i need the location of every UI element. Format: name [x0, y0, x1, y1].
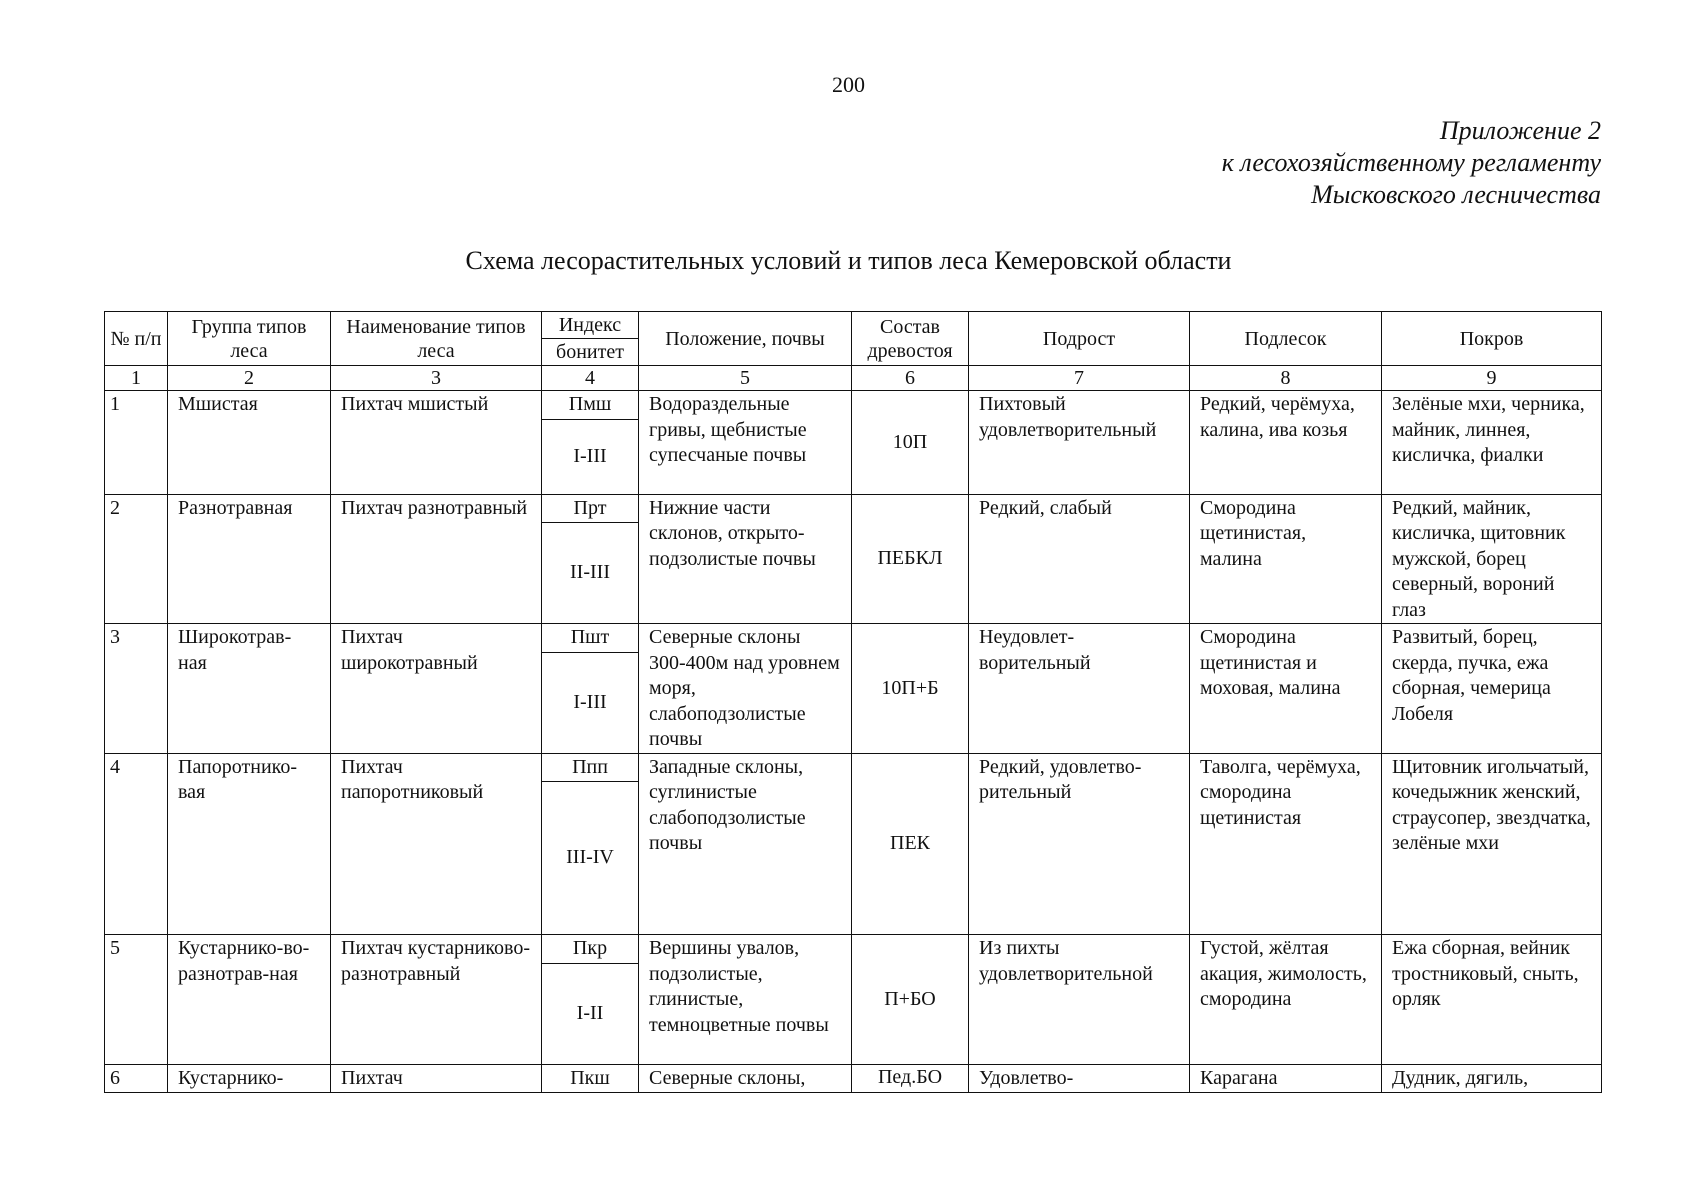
cell-cover: Дудник, дягиль,: [1382, 1064, 1602, 1093]
column-number: 3: [331, 366, 542, 391]
column-number: 6: [852, 366, 969, 391]
header-num: № п/п: [105, 312, 168, 366]
header-name: Наименование типов леса: [331, 312, 542, 366]
cell-undergrowth: Редкий, удовлетво-рительный: [969, 753, 1190, 935]
cell-group: Кустарнико-во-разнотрав-ная: [168, 935, 331, 1065]
cell-index: Пмш: [542, 391, 639, 420]
table-row: [105, 753, 1602, 782]
cell-group: Кустарнико-: [168, 1064, 331, 1093]
column-number: 9: [1382, 366, 1602, 391]
cell-name: Пихтач широкотравный: [331, 624, 542, 754]
cell-undergrowth: Редкий, слабый: [969, 494, 1190, 624]
column-number: 2: [168, 366, 331, 391]
cell-bonitet: III-IV: [542, 782, 639, 935]
cell-undergrowth: Неудовлет-ворительный: [969, 624, 1190, 754]
cell-bonitet: I-III: [542, 419, 639, 494]
cell-num: 2: [105, 494, 168, 624]
column-number: 4: [542, 366, 639, 391]
cell-num: 4: [105, 753, 168, 935]
cell-position: Северные склоны 300-400м над уровнем моря, слабоподзолистые почвы: [639, 624, 852, 754]
document-title: Схема лесорастительных условий и типов леса Кемеровской области: [465, 246, 1232, 275]
cell-index: Прт: [542, 494, 639, 523]
cell-index: Ппп: [542, 753, 639, 782]
column-number: 5: [639, 366, 852, 391]
cell-position: Нижние части склонов, открыто-подзолистые почвы: [639, 494, 852, 624]
cell-num: 6: [105, 1064, 168, 1093]
cell-undergrowth: Удовлетво-: [969, 1064, 1190, 1093]
cell-name: Пихтач папоротниковый: [331, 753, 542, 935]
cell-composition: ПЕК: [852, 753, 969, 935]
cell-group: Широкотрав-ная: [168, 624, 331, 754]
column-number: 7: [969, 366, 1190, 391]
table-row: [105, 494, 1602, 523]
cell-underbrush: Смородина щетинистая, малина: [1190, 494, 1382, 624]
header-composition: Состав древостоя: [852, 312, 969, 366]
cell-cover: Щитовник игольчатый, кочедыжник женский, страусопер, звездчатка, зелёные мхи: [1382, 753, 1602, 935]
table-row: [105, 391, 1602, 420]
header-undergrowth: Подрост: [969, 312, 1190, 366]
appendix-line-1: Приложение 2: [1439, 116, 1601, 145]
cell-bonitet: I-II: [542, 963, 639, 1064]
cell-position: Водораздельные гривы, щебнистые супесчаные почвы: [639, 391, 852, 495]
cell-composition: Пед.БО: [852, 1064, 969, 1093]
cell-position: Вершины увалов, подзолистые, глинистые, темноцветные почвы: [639, 935, 852, 1065]
column-numbers-row: [105, 366, 1602, 391]
table-row: [105, 624, 1602, 653]
cell-composition: 10П: [852, 391, 969, 495]
cell-num: 1: [105, 391, 168, 495]
cell-underbrush: Таволга, черёмуха, смородина щетинистая: [1190, 753, 1382, 935]
cell-cover: Редкий, майник, кисличка, щитовник мужской, борец северный, вороний глаз: [1382, 494, 1602, 624]
cell-name: Пихтач мшистый: [331, 391, 542, 495]
appendix-line-3: Мысковского лесничества: [1311, 180, 1601, 209]
cell-name: Пихтач кустарниково-разнотравный: [331, 935, 542, 1065]
cell-num: 5: [105, 935, 168, 1065]
column-number: 8: [1190, 366, 1382, 391]
cell-position: Северные склоны,: [639, 1064, 852, 1093]
cell-composition: ПЕБКЛ: [852, 494, 969, 624]
table-row: [105, 1064, 1602, 1093]
cell-index: Пкр: [542, 935, 639, 964]
header-position: Положение, почвы: [639, 312, 852, 366]
cell-bonitet: II-III: [542, 523, 639, 624]
header-bonitet: бонитет: [542, 339, 639, 366]
cell-group: Разнотравная: [168, 494, 331, 624]
appendix-note: [1222, 115, 1601, 211]
cell-group: Мшистая: [168, 391, 331, 495]
cell-group: Папоротнико-вая: [168, 753, 331, 935]
cell-cover: Ежа сборная, вейник тростниковый, сныть, орляк: [1382, 935, 1602, 1065]
cell-num: 3: [105, 624, 168, 754]
cell-underbrush: Густой, жёлтая акация, жимолость, смородина: [1190, 935, 1382, 1065]
cell-composition: П+БО: [852, 935, 969, 1065]
table-header: [105, 312, 1602, 391]
appendix-line-2: к лесохозяйственному регламенту: [1221, 148, 1601, 177]
cell-underbrush: Карагана: [1190, 1064, 1382, 1093]
cell-composition: 10П+Б: [852, 624, 969, 754]
cell-name: Пихтач: [331, 1064, 542, 1093]
header-underbrush: Подлесок: [1190, 312, 1382, 366]
cell-bonitet: I-III: [542, 652, 639, 753]
column-number: 1: [105, 366, 168, 391]
cell-undergrowth: Пихтовый удовлетворительный: [969, 391, 1190, 495]
table-row: [105, 935, 1602, 964]
cell-position: Западные склоны, суглинистые слабоподзолистые почвы: [639, 753, 852, 935]
header-index: Индекс: [542, 312, 639, 339]
cell-name: Пихтач разнотравный: [331, 494, 542, 624]
cell-cover: Развитый, борец, скерда, пучка, ежа сборная, чемерица Лобеля: [1382, 624, 1602, 754]
cell-undergrowth: Из пихты удовлетворительной: [969, 935, 1190, 1065]
cell-underbrush: Редкий, черёмуха, калина, ива козья: [1190, 391, 1382, 495]
cell-index: Пшт: [542, 624, 639, 653]
header-group: Группа типов леса: [168, 312, 331, 366]
cell-underbrush: Смородина щетинистая и моховая, малина: [1190, 624, 1382, 754]
cell-index: Пкш: [542, 1064, 639, 1093]
page-number: 200: [832, 72, 865, 97]
cell-cover: Зелёные мхи, черника, майник, линнея, кисличка, фиалки: [1382, 391, 1602, 495]
header-cover: Покров: [1382, 312, 1602, 366]
forest-types-table: [104, 311, 1602, 1093]
